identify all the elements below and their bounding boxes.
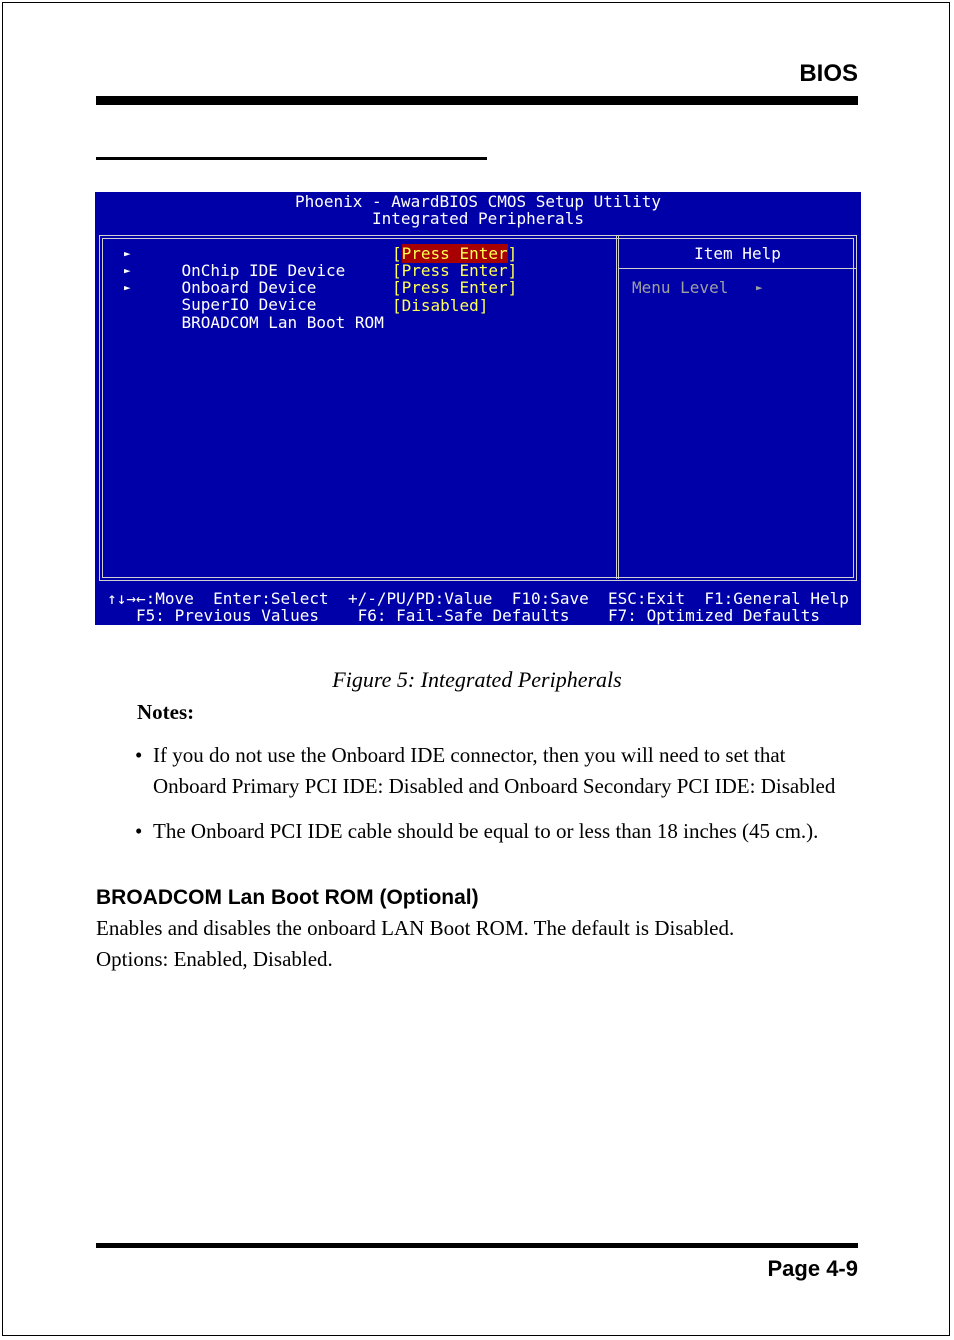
bios-value: Disabled xyxy=(401,296,479,315)
section-body-line1: Enables and disables the onboard LAN Boot ROM. The default is Disabled. xyxy=(96,916,735,940)
bracket-close: ] xyxy=(478,296,489,315)
bios-item-label: OnChip IDE Device xyxy=(181,261,346,280)
header-title: BIOS xyxy=(799,60,858,87)
bios-help-rule xyxy=(619,268,856,269)
menu-level-arrow-icon: ► xyxy=(756,281,763,294)
bios-value-superio-device[interactable] xyxy=(392,279,517,296)
bios-keys-line1: ↑↓→←:Move Enter:Select +/-/PU/PD:Value F10:Save ESC:Exit F1:General Help xyxy=(107,589,849,608)
note-line: If you do not use the Onboard IDE connector, then you will need to set that xyxy=(153,743,786,767)
bios-screen xyxy=(95,192,861,625)
bios-keys-line2: F5: Previous Values F6: Fail-Safe Defaults F7: Optimized Defaults xyxy=(136,606,820,625)
bracket-close: ] xyxy=(507,278,518,297)
submenu-arrow-icon: ► xyxy=(124,264,131,277)
bios-title-line1: Phoenix - AwardBIOS CMOS Setup Utility xyxy=(294,192,662,211)
bios-item-broadcom-lan-boot-rom[interactable] xyxy=(143,297,384,332)
bracket-open: [ xyxy=(392,244,402,263)
bios-title-line2: Integrated Peripherals xyxy=(372,209,584,228)
figure-caption: Figure 5: Integrated Peripherals xyxy=(332,667,622,692)
bios-item-onboard-device[interactable] xyxy=(143,262,317,297)
bios-item-label: SuperIO Device xyxy=(181,295,317,314)
bios-value: Press Enter xyxy=(401,261,508,280)
bios-item-onchip-ide[interactable] xyxy=(143,245,346,280)
bracket-close: ] xyxy=(507,244,518,263)
note-line: Onboard Primary PCI IDE: Disabled and Onboard Secondary PCI IDE: Disabled xyxy=(153,774,836,798)
bios-title xyxy=(95,193,861,227)
menu-level-label: Menu Level xyxy=(632,278,729,297)
bios-item-label: Onboard Device xyxy=(181,278,317,297)
bracket-open: [ xyxy=(392,296,402,315)
section-rule xyxy=(96,157,487,160)
bracket-open: [ xyxy=(392,278,402,297)
bios-value: Press Enter xyxy=(401,278,508,297)
bullet-mark: • xyxy=(135,819,143,843)
item-help-title: Item Help xyxy=(694,244,781,263)
bios-value-onboard-device[interactable] xyxy=(392,262,517,279)
bios-item-label: BROADCOM Lan Boot ROM xyxy=(181,313,384,332)
bullet-mark: • xyxy=(135,743,143,767)
page-number: Page 4-9 xyxy=(767,1256,858,1281)
footer-rule xyxy=(96,1243,858,1248)
bios-value-onchip-ide[interactable] xyxy=(392,245,517,262)
header-rule xyxy=(96,96,858,105)
note-line: The Onboard PCI IDE cable should be equal to or less than 18 inches (45 cm.). xyxy=(153,819,819,843)
bracket-open: [ xyxy=(392,261,402,280)
bracket-close: ] xyxy=(507,261,518,280)
bios-value-selected: Press Enter xyxy=(401,244,508,263)
bios-divider xyxy=(616,236,617,579)
bios-divider-inner xyxy=(618,236,619,579)
note-item xyxy=(153,740,853,802)
notes-label: Notes: xyxy=(137,700,195,724)
section-body-line2: Options: Enabled, Disabled. xyxy=(96,947,333,971)
bios-value-broadcom-lan-boot-rom[interactable] xyxy=(392,297,488,314)
bios-item-superio-device[interactable] xyxy=(143,279,317,314)
section-heading: BROADCOM Lan Boot ROM (Optional) xyxy=(96,886,479,909)
submenu-arrow-icon: ► xyxy=(124,247,131,260)
submenu-arrow-icon: ► xyxy=(124,281,131,294)
note-item xyxy=(153,816,853,847)
